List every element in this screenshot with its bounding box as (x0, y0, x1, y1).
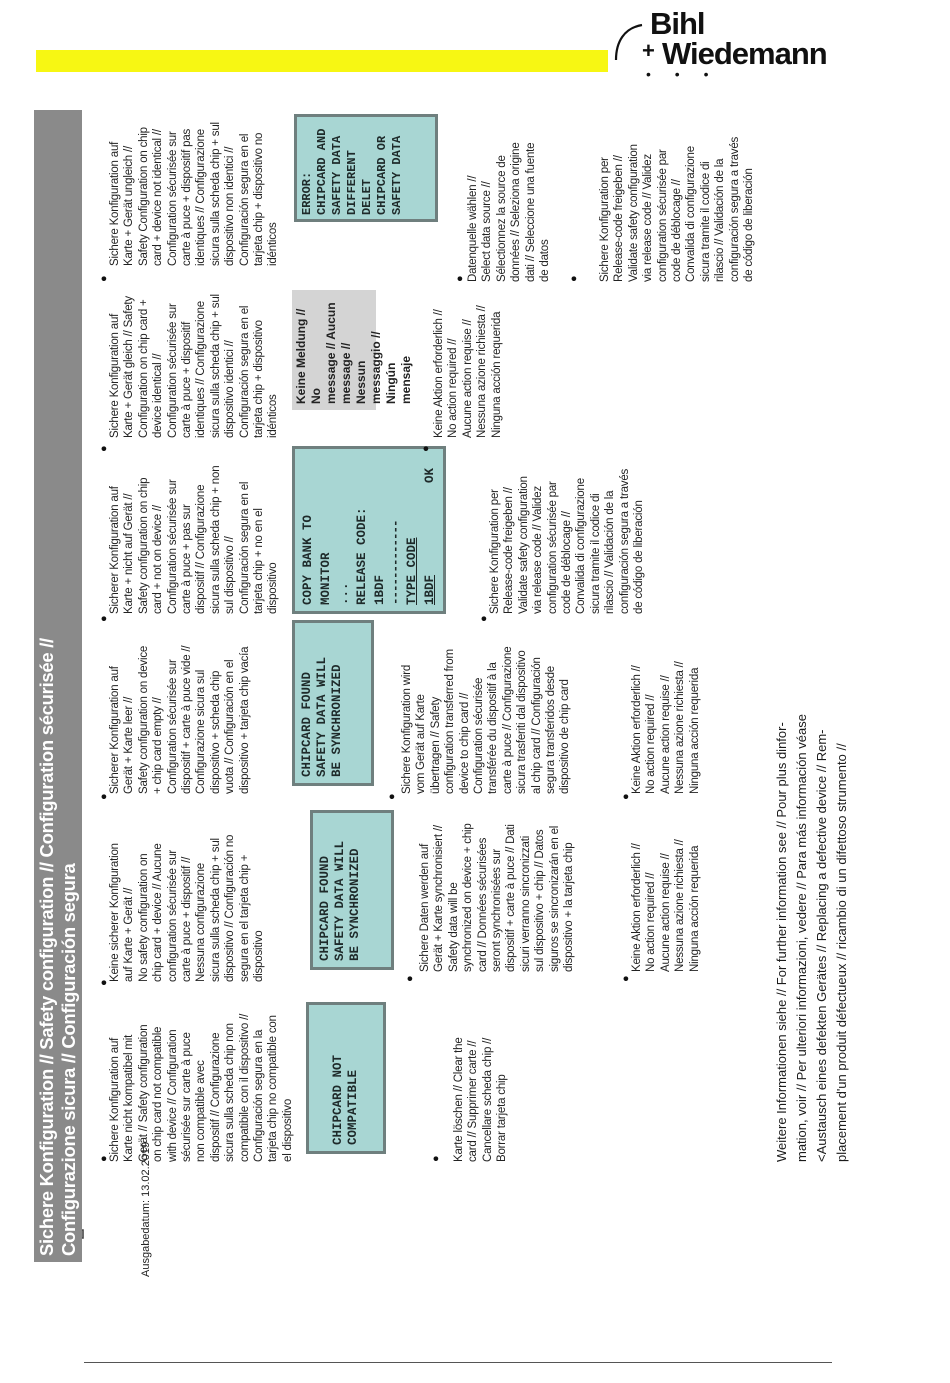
bullet: ● (620, 975, 632, 982)
bullet: ● (98, 793, 110, 800)
display-line: 1BDF (423, 574, 437, 605)
bullet: ● (404, 975, 416, 982)
col2-no-action: Keine Aktion erforderlich // No action required // Aucune action requise // Nessuna azione richiesta // Ninguna acción requerida (631, 839, 701, 972)
col3-action: Sichere Konfiguration wird vom Gerät auf Karte übertragen // Safety configuration transferred from device to chip card // Configuration sécurisée transférée du dispositif à la carte à puce // Configurazione sicura trasferiti dal dispositivo al chip card // Configuración segura transferidos desde dispositivo de chip card (401, 646, 572, 794)
col2-condition: Keine sicherer Konfiguration auf Karte + Gerät // No safety configuration on chip card + device // Aucune configuration sécurisée sur carte à puce + dispositif // Nessuna configurazione sicura sulla scheda chip + sul dispositivo // Configuración no segura en el tarjeta chip + dispositivo (109, 834, 266, 982)
col4-condition: Sicherer Konfiguration auf Karte + nicht auf Gerät // Safety configuration on chip card + not on device // Configuration sécurisée sur carte à puce + pas sur dispositif // Configurazione sicura sulla scheda chip + non sul dispositivo // Configuración segura en el tarjeta chip + no en el dispositivo (109, 465, 280, 614)
bullet: ● (98, 1155, 110, 1162)
logo-plus: + (642, 38, 655, 63)
bullet: ● (620, 793, 632, 800)
col4-action: Sichere Konfiguration per Release-code freigeben // Validate safety configuration via release code // Validez configuration sécurisée par code de déblocage // Convalida di configurazione sicura tramite il codice di rilascio // Validación de la configuración segura a través de código de liberación (489, 468, 646, 614)
col5-message: Keine Meldung // No message // Aucun message // Nessun messaggio // Ningún mensaje (292, 290, 376, 410)
rotated-content (34, 110, 894, 1262)
col1-action: Karte löschen // Clear the card // Supprimer carte // Cancellare scheda chip // Borrar tarjeta chip (453, 1037, 509, 1162)
col3-condition: Sicherer Konfiguration auf Gerät + Karte leer // Safety configuration on device + chip card empty // Configuration sécurisée sur dispositif + carte à puce vide // Configurazione sicura sul dispositivo + scheda chip vuota // Configuración en el dispositivo + tarjeta chip vacía (109, 645, 251, 794)
bullet: ● (430, 1155, 442, 1162)
further-info-note: Weitere Informationen siehe // For further information see // Pour plus dinfor- mation, voir // Per ulteriori informazioni, vedere // Para más información véase <Austausch eines defekten Gerätes // Replacing a defective device // Rem- placement d'un produit défectueux // ricambio di un difettoso strumento // (774, 714, 849, 1162)
col6-action: Datenquelle wählen // Select data source // Sélectionnez la source de données // Seleziona origine dati // Seleccione una fuente de datos (467, 142, 552, 282)
bullet: ● (454, 275, 466, 282)
col6-display: ERROR: CHIPCARD AND SAFETY DATA DIFFERENT DELET CHIPCARD OR SAFETY DATA (294, 114, 438, 222)
col4-display (292, 446, 446, 614)
bullet: ● (568, 275, 580, 282)
bullet: ● (98, 615, 110, 622)
col1-condition: Sichere Konfiguration auf Karte nicht kompatibel mit Gerät // Safety configuration on chip card not compatible with device // Configuration sécurisée sur carte à puce non compatible avec dispositif // Configurazione sicura sulla scheda chip non compatibile con il dispositivo // Configuración segura en la tarjeta chip no compatible con el dispositivo (109, 1013, 294, 1162)
bihl-wiedemann-logo (612, 6, 842, 84)
col2-action: Sichere Daten werden auf Gerät + Karte synchronisiert // Safety data will be synchronized on device + chip card // Données sécurisées seront synchronisées sur dispositif + carte à puce // Dati sicuri verranno sincronizzati sul dispositivo + chip // Datos siguros se sincronizarán en el dispositivo + la tarjeta chip (419, 823, 576, 972)
bullet: ● (98, 979, 110, 986)
display-ok: OK (423, 467, 437, 483)
issue-date: Ausgabedatum: 13.02.2019 (140, 1141, 152, 1277)
col3-no-action: Keine Aktion erforderlich // No action required // Aucune action requise // Nessuna azione richiesta // Ninguna acción requerida (631, 661, 701, 794)
logo-dots: • • • (646, 66, 719, 82)
display-line: COPY BANK TO (301, 514, 315, 605)
display-line: 1BDF (373, 574, 387, 605)
col5-condition: Sichere Konfiguration auf Karte + Gerät gleich // Safety Configuration on chip card + device identical // Configuration sécurisée sur carte à puce + dispositif identiques // Configurazione sicura sulla scheda chip + sul dispositivo identici // Configuración segura en el tarjeta chip + dispositivo idénticos (109, 294, 280, 438)
col1-display: CHIPCARD NOT COMPATIBLE (306, 1002, 386, 1154)
page-title-line1: Sichere Konfiguration // Safety configuration // Configuration sécurisée // (36, 638, 57, 1256)
header-accent-bar (36, 50, 608, 72)
bullet: ● (98, 275, 110, 282)
logo-text-wiedemann: Wiedemann (662, 36, 827, 71)
bullet: ● (420, 445, 432, 452)
title-bar (34, 110, 82, 1262)
col6-condition: Sichere Konfiguration auf Karte + Gerät ungleich // Safety Configuration on chip card + device not identical // Configuration sécurisée sur carte à puce + dispositif pas identiques // Configurazione sicura sulla scheda chip + sul dispositivo non identici // Configuración segura en el tarjeta chip + dispositivo no idénticos (109, 122, 280, 266)
display-line: ------------- (389, 520, 403, 605)
display-line: MONITOR (319, 552, 333, 605)
col6-release-action: Sichere Konfiguration per Release-code freigeben // Validate safety configuration via release code // Validez configuration sécurisée par code de déblocage // Convalida di configurazione sicura tramite il codice di rilascio // Validación de la configuración segura a través de código de liberación (599, 136, 756, 282)
bottom-divider (84, 1362, 832, 1363)
bullet: ● (98, 445, 110, 452)
bullet: ● (478, 615, 490, 622)
logo-text-bihl: Bihl (650, 6, 705, 41)
bullet: ● (386, 793, 398, 800)
page-title-line2: Configurazione sicura // Configuración segura (58, 863, 79, 1256)
logo-arc-icon (612, 22, 646, 62)
col2-display: CHIPCARD FOUND SAFETY DATA WILL BE SYNCHRONIZED (310, 810, 394, 970)
display-line: RELEASE CODE: (355, 507, 369, 605)
display-line: ... (337, 582, 351, 605)
display-line: TYPE CODE (405, 537, 419, 605)
col3-display: CHIPCARD FOUND SAFETY DATA WILL BE SYNCHRONIZED (292, 620, 374, 786)
col5-action: Keine Aktion erforderlich // No action required // Aucune action requise // Nessuna azione richiesta // Ninguna acción requerida (433, 305, 503, 438)
